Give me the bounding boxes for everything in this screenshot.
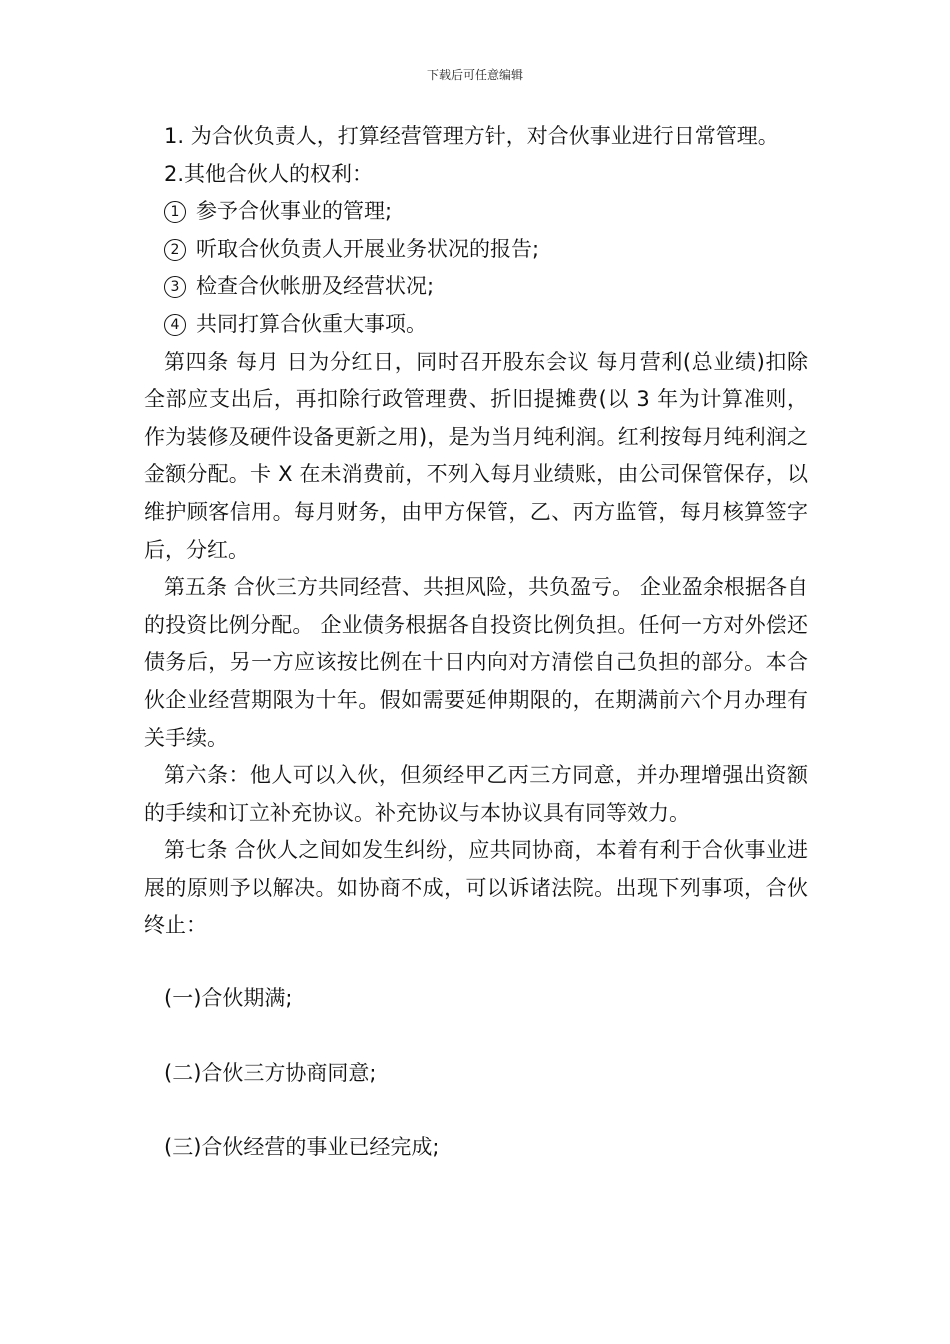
- document-body: [144, 118, 808, 1167]
- line-other-rights-heading: 2.其他合伙人的权利：: [164, 161, 374, 186]
- right-item-text: 参予合伙事业的管理;: [196, 199, 393, 224]
- article-5: 第五条 合伙三方共同经营、共担风险，共负盈亏。 企业盈余根据各自的投资比例分配。 企业债务根据各自投资比例负担。任何一方对外偿还债务后，另一方应该按比例在十日内向对方清偿自己负担的部分。本合伙企业经营期限为十年。假如需要延伸期限的，在期满前六个月办理有关手续。: [144, 575, 808, 750]
- termination-item: (一)合伙期满;: [164, 986, 293, 1011]
- article-7: 第七条 合伙人之间如发生纠纷，应共同协商，本着有利于合伙事业进展的原则予以解决。如协商不成，可以诉诸法院。出现下列事项，合伙终止：: [144, 838, 808, 938]
- article-6: 第六条：他人可以入伙，但须经甲乙丙三方同意，并办理增强出资额的手续和订立补充协议。补充协议与本协议具有同等效力。: [144, 763, 808, 825]
- right-item: [144, 268, 808, 306]
- right-item-text: 检查合伙帐册及经营状况;: [196, 274, 435, 299]
- header-note: 下载后可任意编辑: [426, 68, 523, 82]
- right-item-text: 听取合伙负责人开展业务状况的报告;: [196, 236, 540, 261]
- right-item: [144, 306, 808, 344]
- termination-item: (三)合伙经营的事业已经完成;: [164, 1135, 440, 1160]
- right-item-text: 共同打算合伙重大事项。: [196, 311, 427, 336]
- article-4: 第四条 每月 日为分红日，同时召开股东会议 每月营利(总业绩)扣除全部应支出后，再扣除行政管理费、折旧提摊费(以 3 年为计算准则，作为装修及硬件设备更新之用)，是为当月纯利润。红利按每月纯利润之金额分配。卡 X 在未消费前，不列入每月业绩账，由公司保管保存，以维护顾客信用。每月财务，由甲方保管，乙、丙方监管，每月核算签字后，分红。: [144, 349, 808, 562]
- circled-number: 4: [164, 314, 186, 336]
- termination-item: (二)合伙三方协商同意;: [164, 1060, 377, 1085]
- line-partner-duty: 1. 为合伙负责人，打算经营管理方针，对合伙事业进行日常管理。: [164, 124, 779, 148]
- right-item: [144, 193, 808, 231]
- circled-number: 1: [164, 201, 186, 223]
- circled-number: 3: [164, 276, 186, 298]
- circled-number: 2: [164, 239, 186, 261]
- right-item: [144, 231, 808, 269]
